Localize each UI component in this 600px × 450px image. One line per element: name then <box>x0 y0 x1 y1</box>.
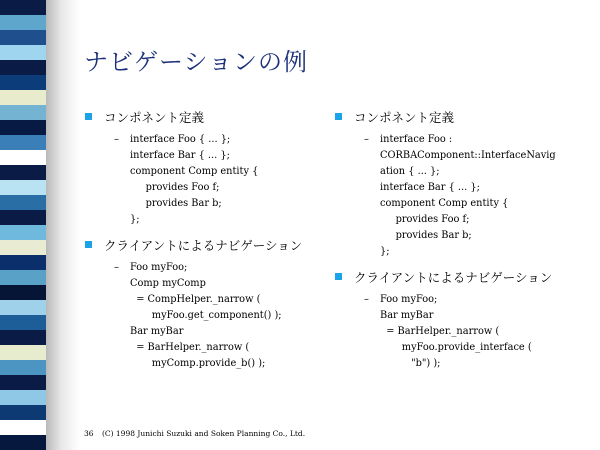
stripe-segment <box>0 390 46 405</box>
stripe-segment <box>0 360 46 375</box>
page-number: 36 <box>84 429 94 438</box>
square-bullet-icon <box>85 241 92 248</box>
dash-marker: – <box>364 134 369 145</box>
code-line: ation { ... }; <box>380 166 440 177</box>
code-block-definition-left <box>114 132 324 228</box>
square-bullet-icon <box>335 113 342 120</box>
stripe-segment <box>0 330 46 345</box>
code-line: = BarHelper._narrow ( <box>380 326 500 337</box>
code-block-navigation-left <box>114 260 324 372</box>
stripe-segment <box>0 435 46 450</box>
code-line: CORBAComponent::InterfaceNavig <box>380 150 556 161</box>
code-line: Foo myFoo; <box>380 294 438 305</box>
code-line: component Comp entity { <box>130 166 259 177</box>
code-line: provides Bar b; <box>380 230 472 241</box>
stripe-segment <box>0 180 46 195</box>
stripe-segment <box>0 240 46 255</box>
code-lines <box>380 132 556 260</box>
code-lines <box>130 132 258 228</box>
code-line: provides Foo f; <box>380 214 470 225</box>
code-line: interface Bar { ... }; <box>130 150 230 161</box>
stripe-segment <box>0 45 46 60</box>
code-line: interface Foo { ... }; <box>130 134 231 145</box>
right-column <box>334 108 584 380</box>
dash-marker: – <box>364 294 369 305</box>
code-line: provides Foo f; <box>130 182 220 193</box>
code-line: myFoo.provide_interface ( <box>380 342 532 353</box>
slide-footer <box>84 429 311 438</box>
code-line: myFoo.get_component() ); <box>130 310 282 321</box>
left-column <box>84 108 324 380</box>
stripe-segment <box>0 75 46 90</box>
code-line: interface Foo : <box>380 134 453 145</box>
code-line: = CompHelper._narrow ( <box>130 294 261 305</box>
stripe-segment <box>0 225 46 240</box>
copyright-text: (C) 1998 Junichi Suzuki and Soken Planning Co., Ltd. <box>101 429 306 438</box>
code-lines <box>380 292 532 372</box>
code-block-definition-right <box>364 132 584 260</box>
stripe-segment <box>0 375 46 390</box>
bullet-client-navigation-left <box>84 236 324 254</box>
code-line: }; <box>380 246 390 257</box>
stripe-segment <box>0 405 46 420</box>
decorative-stripe-band <box>0 0 46 450</box>
code-line: myComp.provide_b() ); <box>130 358 266 369</box>
code-line: Comp myComp <box>130 278 206 289</box>
bullet-label: コンポネント定義 <box>104 110 205 125</box>
stripe-segment <box>0 345 46 360</box>
code-block-navigation-right <box>364 292 584 372</box>
stripe-segment <box>0 315 46 330</box>
stripe-segment <box>0 285 46 300</box>
bullet-label: コンポネント定義 <box>354 110 455 125</box>
stripe-segment <box>0 120 46 135</box>
code-line: component Comp entity { <box>380 198 509 209</box>
bullet-client-navigation-right <box>334 268 584 286</box>
stripe-segment <box>0 165 46 180</box>
stripe-segment <box>0 15 46 30</box>
stripe-segment <box>0 30 46 45</box>
code-line: Bar myBar <box>380 310 434 321</box>
stripe-segment <box>0 60 46 75</box>
code-line: }; <box>130 214 140 225</box>
stripe-segment <box>0 0 46 15</box>
stripe-segment <box>0 135 46 150</box>
stripe-segment <box>0 150 46 165</box>
dash-marker: – <box>114 134 119 145</box>
stripe-segment <box>0 270 46 285</box>
stripe-segment <box>0 90 46 105</box>
slide-title: ナビゲーションの例 <box>84 48 309 76</box>
code-line: Foo myFoo; <box>130 262 188 273</box>
stripe-segment <box>0 255 46 270</box>
stripe-segment <box>0 195 46 210</box>
stripe-segment <box>0 420 46 435</box>
code-line: Bar myBar <box>130 326 184 337</box>
stripe-segment <box>0 105 46 120</box>
code-lines <box>130 260 282 372</box>
dash-marker: – <box>114 262 119 273</box>
bullet-component-definition-left <box>84 108 324 126</box>
code-line: interface Bar { ... }; <box>380 182 480 193</box>
code-line: provides Bar b; <box>130 198 222 209</box>
bullet-label: クライアントによるナビゲーション <box>104 238 303 253</box>
code-line: = BarHelper._narrow ( <box>130 342 250 353</box>
code-line: "b") ); <box>380 358 441 369</box>
bullet-label: クライアントによるナビゲーション <box>354 270 553 285</box>
stripe-segment <box>0 300 46 315</box>
decorative-gradient <box>46 0 80 450</box>
square-bullet-icon <box>335 273 342 280</box>
square-bullet-icon <box>85 113 92 120</box>
stripe-segment <box>0 210 46 225</box>
bullet-component-definition-right <box>334 108 584 126</box>
